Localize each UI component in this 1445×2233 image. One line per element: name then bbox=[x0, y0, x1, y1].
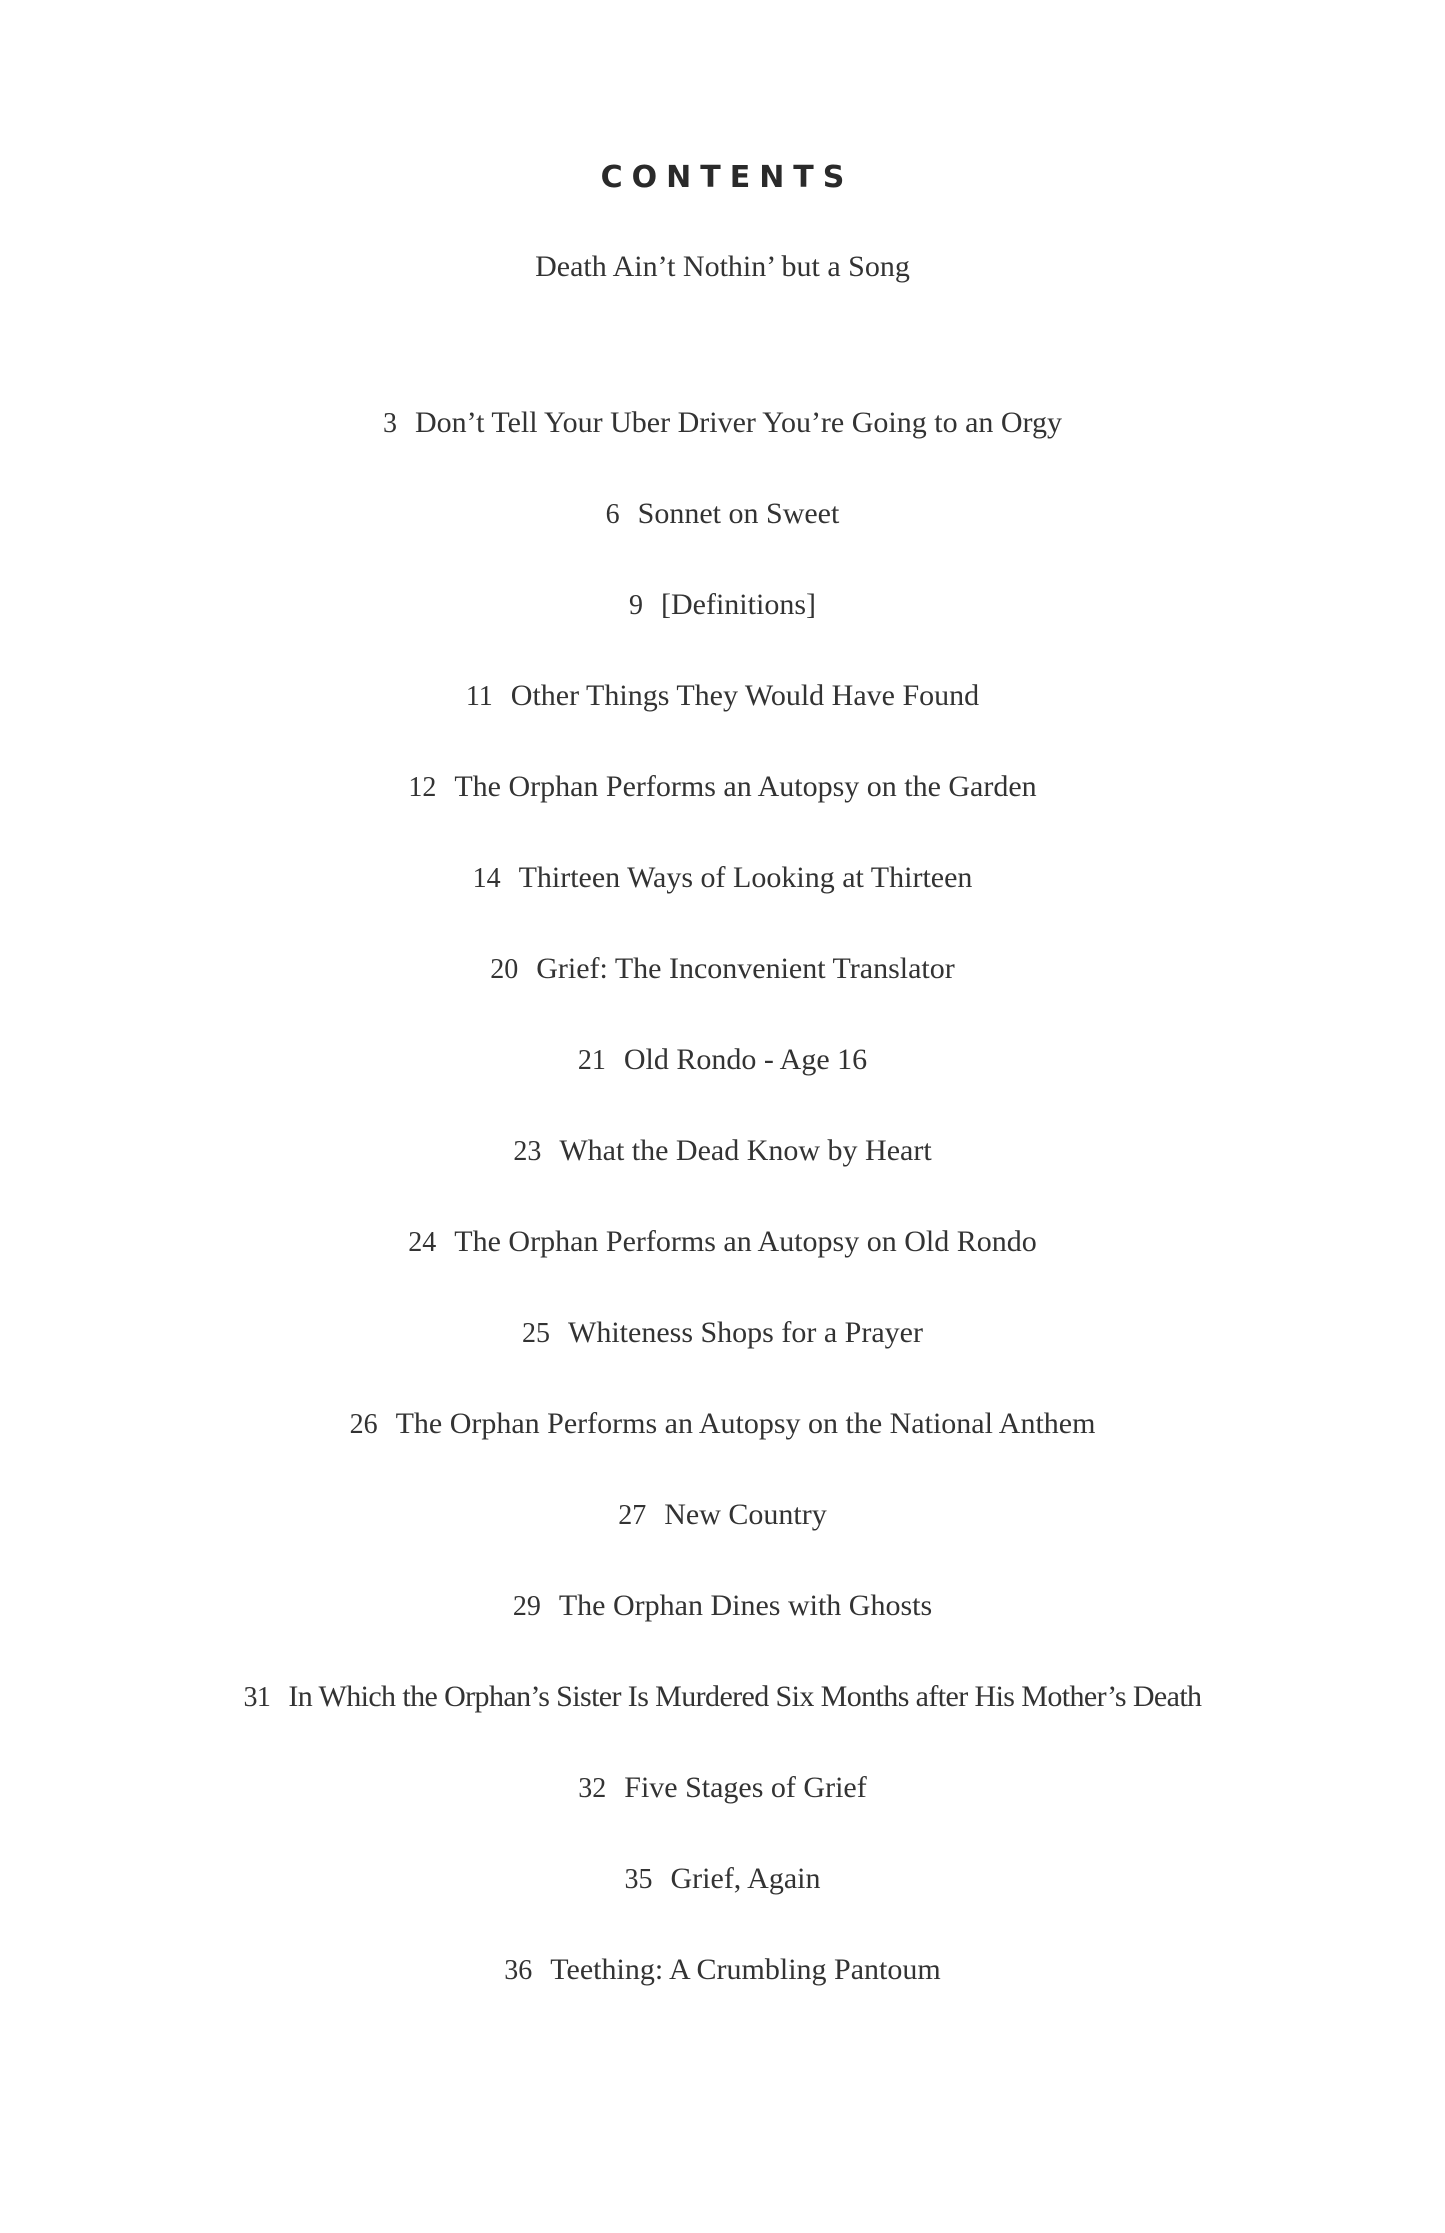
toc-entry[interactable] bbox=[0, 944, 1445, 1035]
toc-entry[interactable] bbox=[0, 1945, 1445, 2036]
toc-page-number: 35 bbox=[624, 1864, 653, 1895]
toc-page-number: 25 bbox=[522, 1318, 551, 1349]
toc-entry-title: Five Stages of Grief bbox=[624, 1771, 867, 1804]
toc-entry-title: Don’t Tell Your Uber Driver You’re Going to an Orgy bbox=[414, 406, 1063, 439]
toc-entry-title: Whiteness Shops for a Prayer bbox=[568, 1316, 923, 1349]
contents-heading: CONTENTS bbox=[600, 160, 854, 195]
toc-entry[interactable] bbox=[0, 1490, 1445, 1581]
toc-page-number: 3 bbox=[382, 408, 397, 439]
toc-entry[interactable] bbox=[0, 580, 1445, 671]
toc-entry-title: Other Things They Would Have Found bbox=[510, 679, 980, 712]
toc-page-number: 23 bbox=[513, 1136, 542, 1167]
toc-entry-title: Teething: A Crumbling Pantoum bbox=[550, 1953, 941, 1986]
toc-page-number: 9 bbox=[629, 590, 644, 621]
toc-entry[interactable] bbox=[0, 1399, 1445, 1490]
toc-page-number: 11 bbox=[465, 681, 493, 712]
toc-entry[interactable] bbox=[0, 489, 1445, 580]
toc-entry-title: Thirteen Ways of Looking at Thirteen bbox=[518, 861, 973, 894]
toc-page-number: 29 bbox=[512, 1591, 541, 1622]
toc-page-number: 26 bbox=[349, 1409, 378, 1440]
toc-entry-title: The Orphan Performs an Autopsy on Old Rondo bbox=[454, 1225, 1037, 1258]
toc-entry[interactable] bbox=[0, 671, 1445, 762]
toc-entry-title: The Orphan Performs an Autopsy on the National Anthem bbox=[395, 1407, 1096, 1440]
toc-page-number: 27 bbox=[618, 1500, 647, 1531]
toc-entry[interactable] bbox=[0, 1217, 1445, 1308]
toc-entry[interactable] bbox=[0, 1126, 1445, 1217]
toc-entry[interactable] bbox=[0, 1308, 1445, 1399]
toc-entry-title: Grief, Again bbox=[670, 1862, 821, 1895]
toc-page-number: 31 bbox=[243, 1682, 271, 1713]
table-of-contents bbox=[0, 398, 1445, 2036]
section-title: Death Ain’t Nothin’ but a Song bbox=[535, 250, 910, 283]
toc-page-number: 14 bbox=[472, 863, 501, 894]
toc-entry-title: The Orphan Dines with Ghosts bbox=[558, 1589, 933, 1622]
toc-entry-title: Sonnet on Sweet bbox=[637, 497, 840, 530]
toc-entry-title: Grief: The Inconvenient Translator bbox=[536, 952, 955, 985]
toc-entry[interactable] bbox=[0, 398, 1445, 489]
toc-entry[interactable] bbox=[0, 1581, 1445, 1672]
toc-entry[interactable] bbox=[0, 1763, 1445, 1854]
toc-page-number: 21 bbox=[577, 1045, 606, 1076]
toc-entry[interactable] bbox=[0, 762, 1445, 853]
toc-page-number: 6 bbox=[605, 499, 620, 530]
toc-entry-title: New Country bbox=[664, 1498, 827, 1531]
toc-entry-title: [Definitions] bbox=[661, 588, 816, 621]
toc-entry[interactable] bbox=[0, 1672, 1445, 1763]
toc-entry[interactable] bbox=[0, 1854, 1445, 1945]
toc-page-number: 32 bbox=[578, 1773, 607, 1804]
toc-page-number: 24 bbox=[408, 1227, 437, 1258]
toc-entry-title: The Orphan Performs an Autopsy on the Garden bbox=[454, 770, 1037, 803]
toc-entry-title: In Which the Orphan’s Sister Is Murdered Six Months after His Mother’s Death bbox=[288, 1680, 1202, 1713]
toc-entry-title: Old Rondo - Age 16 bbox=[623, 1043, 868, 1076]
toc-entry-title: What the Dead Know by Heart bbox=[559, 1134, 932, 1167]
toc-page-number: 20 bbox=[490, 954, 519, 985]
toc-entry[interactable] bbox=[0, 1035, 1445, 1126]
toc-entry[interactable] bbox=[0, 853, 1445, 944]
toc-page-number: 36 bbox=[504, 1955, 533, 1986]
toc-page-number: 12 bbox=[408, 772, 437, 803]
